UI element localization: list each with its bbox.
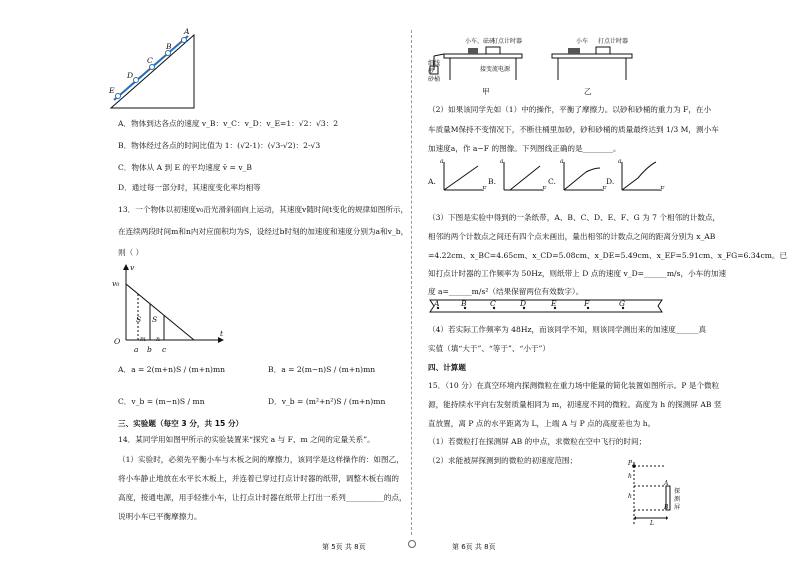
section4-heading: 四、计算题	[428, 363, 466, 372]
q14-line3: 将小车静止地放在水平长木板上，并连着已穿过打点计时器的纸带，调整木板右端的	[118, 474, 399, 483]
detector-p-label: P	[628, 460, 633, 467]
q13-option-d-label: D．	[268, 397, 282, 406]
q12-option-b: B．物体经过各点的时间比值为 1：(√2-1)：(√3-√2)：2-√3	[118, 141, 321, 150]
vt-m-label: m	[140, 336, 146, 343]
q13-option-b	[268, 364, 375, 375]
graph-b	[500, 160, 547, 194]
tape-point-a: A	[434, 299, 440, 308]
q14-line4: 高度，接通电源，用手轻推小车，让打点计时器在纸带上打出一系列__________的点，	[118, 493, 407, 502]
incline-label-b: B	[166, 42, 172, 51]
graph-a-label: A.	[428, 177, 436, 186]
graph-c-axis-f: F	[602, 186, 607, 193]
q13-option-c	[118, 396, 205, 407]
detector-l-label: L	[650, 520, 654, 527]
q3-line4: 知打点计时器的工作频率为 50Hz，则纸带上 D 点的速度 v_D=______m/s，小车的加速	[428, 269, 727, 278]
vt-s2-label: S	[152, 315, 158, 324]
q4-line2: 实值（填“大于”、“等于”、“小于”）	[428, 344, 551, 353]
q3-line5: 度 a=______m/s²（结果保留两位有效数字）。	[428, 287, 584, 296]
q13-option-a-formula: a = 2(m+n)S / (m+n)mn	[131, 365, 226, 374]
q13-option-b-formula: a = 2(m−n)S / (m+n)mn	[281, 365, 376, 374]
vt-c-label: c	[162, 345, 167, 354]
vt-n-label: n	[156, 336, 160, 343]
detector-screen-label: 探测屏	[674, 488, 681, 511]
tape-point-b: B	[461, 299, 467, 308]
q2-line2: 车质量M保持不变情况下，不断往桶里加砂，砂和砂桶的质量最终达到 1/3 M，测小车	[428, 125, 719, 134]
q4-line1: （4）若实际工作频率为 48Hz，而该同学不知，则该同学测出来的加速度______真	[428, 325, 707, 334]
q14-line5: 说明小车已平衡摩擦力。	[118, 512, 202, 521]
q13-option-c-label: C．	[118, 397, 132, 406]
vt-v0-label: v₀	[112, 279, 120, 288]
q2-line1: （2）如果该同学先如（1）中的操作，平衡了摩擦力。以砂和砂桶的重力为 F，在小	[428, 105, 712, 114]
q14-line2: （1）实验时，必须先平衡小车与木板之间的摩擦力，该同学是这样操作的：如图乙，	[118, 455, 404, 464]
detector-a-label: A	[664, 480, 669, 487]
q15-line4: （1）若微粒打在探测屏 AB 的中点，求微粒在空中飞行的时间；	[428, 437, 647, 446]
incline-label-e: E	[109, 86, 115, 95]
q13-option-b-label: B．	[268, 365, 282, 374]
graph-b-axis-a: a	[500, 158, 504, 165]
incline-label-d: D	[127, 71, 134, 80]
apparatus-timer-label: 打点计时器	[492, 38, 523, 45]
detector-h2-label: h	[628, 493, 632, 500]
detector-h1-label: h	[628, 473, 632, 480]
q13-option-a	[118, 364, 225, 375]
section3-heading: 三、实验题（每空 3 分，共 15 分）	[118, 419, 244, 428]
graph-c	[560, 160, 607, 194]
q13-line3: 则（ ）	[118, 248, 144, 257]
graph-d	[618, 160, 665, 194]
apparatus-car-weight-label: 小车、砝码	[465, 38, 496, 45]
q3-line3: =4.22cm、x_BC=4.65cm、x_CD=5.08cm、x_DE=5.49cm、x_EF=5.91cm、x_FG=6.34cm。已	[428, 251, 788, 260]
vt-t-label: t	[220, 329, 224, 338]
graph-b-axis-f: F	[542, 186, 547, 193]
page-footer-right: 第 6页 共 8页	[452, 543, 496, 551]
tape-point-d: D	[520, 299, 527, 308]
tape-point-g: G	[619, 299, 626, 308]
tape-point-c: C	[490, 299, 496, 308]
graph-a-axis-a: a	[440, 158, 444, 165]
graph-b-label: B.	[488, 177, 496, 186]
q13-option-c-formula: v_b = (m−n)S / mn	[131, 397, 205, 406]
q13-option-a-label: A．	[118, 365, 132, 374]
apparatus-power-label: 接变流电源	[480, 66, 511, 73]
vt-graph	[116, 262, 226, 352]
tape-point-f: F	[584, 299, 590, 308]
graph-c-axis-a: a	[560, 158, 564, 165]
incline-label-c: C	[147, 56, 153, 65]
apparatus-sand-label: 砂	[428, 68, 435, 75]
apparatus-timer2-label: 打点计时器	[598, 38, 629, 45]
q14-line1: 14．某同学用如图甲所示的实验装置来“探究 a 与 F、m 之间的定量关系”。	[118, 435, 375, 444]
tape-point-e: E	[551, 299, 557, 308]
vt-s1-label: S	[136, 315, 142, 324]
q3-line1: （3）下图是实验中得到的一条纸带，A、B、C、D、E、F、G 为 7 个相邻的计数点，	[428, 213, 721, 222]
vt-o-label: O	[114, 337, 121, 346]
graph-d-axis-a: a	[618, 158, 622, 165]
graph-d-label: D.	[606, 177, 615, 186]
apparatus-cord-label: 细线	[428, 60, 441, 67]
q15-line1: 15．（10 分）在真空环境内探测微粒在重力场中能量的简化装置如图所示。P 是个微粒	[428, 381, 720, 390]
q13-line2: 在连续两段时间m和n内对应面积均为S，设经过b时刻的加速度和速度分别为a和v_b，	[118, 227, 409, 236]
q12-option-c: C．物体从 A 到 E 的平均速度 v̄ = v_B	[118, 163, 252, 172]
apparatus-car2-label: 小车	[576, 38, 589, 45]
apparatus-bucket-label: 砂桶	[428, 76, 441, 83]
vt-v-label: v	[130, 263, 135, 272]
vt-b-label: b	[147, 345, 152, 354]
apparatus-jia-caption: 甲	[482, 87, 490, 96]
graph-a	[440, 160, 487, 194]
graph-d-axis-f: F	[660, 186, 665, 193]
q12-option-a: A．物体到达各点的速度 v_B：v_C：v_D：v_E=1：√2：√3：2	[118, 119, 339, 128]
graph-c-label: C.	[548, 177, 556, 186]
q13-option-d-formula: v_b = (m²+n²)S / (m+n)mn	[281, 397, 386, 406]
q15-line5: （2）求能被屏探测到的微粒的初速度范围；	[428, 456, 578, 465]
graph-a-axis-f: F	[482, 186, 487, 193]
incline-label-a: A	[184, 27, 190, 36]
q13-option-d	[268, 396, 385, 407]
incline-figure	[106, 30, 216, 110]
page-footer-left: 第 5页 共 8页	[322, 543, 366, 551]
vt-a-label: a	[134, 345, 139, 354]
q3-line2: 相邻的两个计数点之间还有四个点未画出，量出相邻的计数点之间的距离分别为 x_AB	[428, 232, 716, 241]
binding-hole-icon	[408, 540, 416, 548]
q2-line3: 加速度a，作 a−F 的图像。下列图线正确的是________。	[428, 144, 621, 153]
apparatus-yi-caption: 乙	[584, 87, 592, 96]
q13-line1: 13．一个物体以初速度v₀沿光滑斜面向上运动，其速度v随时间t变化的规律如图所示，	[118, 205, 409, 214]
q15-line3: 直放置，离 P 点的水平距离为 L，上端 A 与 P 点的高度差也为 h。	[428, 419, 656, 428]
detector-b-label: B	[664, 504, 669, 511]
q12-option-d: D．通过每一部分时，其速度变化率均相等	[118, 183, 261, 192]
q15-line2: 源，能持续水平向右发射质量相同为 m，初速度不同的微粒。高度为 h 的探测屏 AB 竖	[428, 400, 722, 409]
page-divider	[411, 30, 412, 535]
